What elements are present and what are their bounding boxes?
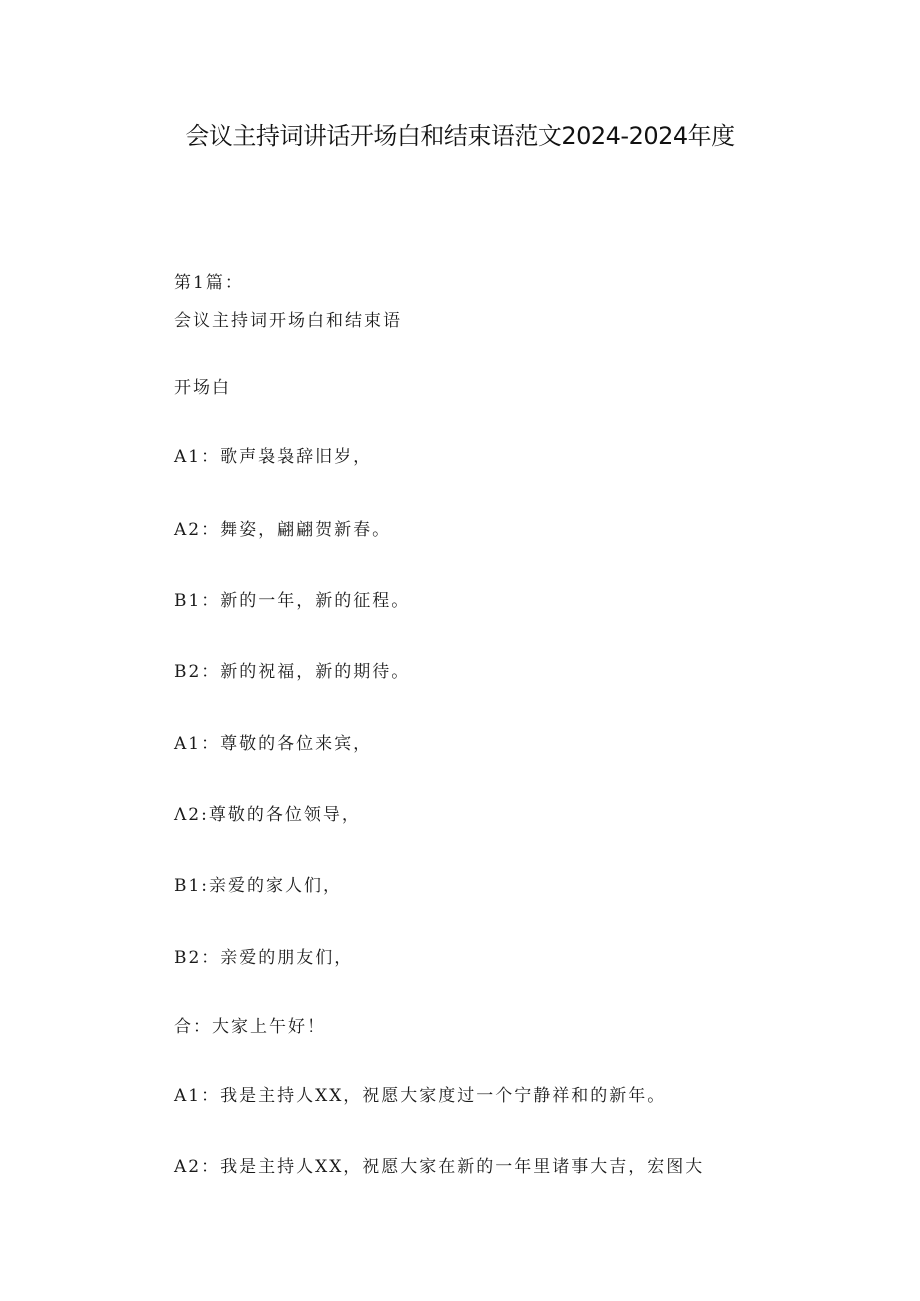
script-line: B1:亲爱的家人们， [174, 876, 343, 896]
script-line: A1：我是主持人XX，祝愿大家度过一个宁静祥和的新年。 [174, 1086, 667, 1106]
script-line: B2：新的祝福，新的期待。 [174, 662, 411, 682]
script-line: A1：尊敬的各位来宾， [174, 734, 373, 754]
script-line: B1：新的一年，新的征程。 [174, 591, 411, 611]
script-line: B2：亲爱的朋友们， [174, 948, 354, 968]
script-line: 合：大家上午好！ [174, 1017, 326, 1037]
script-line: Λ2:尊敬的各位领导， [174, 805, 361, 825]
script-line: A2：我是主持人XX，祝愿大家在新的一年里诸事大吉，宏图大 [174, 1157, 705, 1177]
section-subtitle: 会议主持词开场白和结束语 [174, 311, 402, 331]
script-line: A2：舞姿，翩翩贺新春。 [174, 520, 392, 540]
document-title: 会议主持词讲话开场白和结束语范文2024-2024年度 [185, 122, 735, 150]
script-line: A1：歌声袅袅辞旧岁， [174, 447, 373, 467]
section-heading: 第1篇： [174, 273, 244, 293]
opening-heading: 开场白 [174, 378, 231, 398]
